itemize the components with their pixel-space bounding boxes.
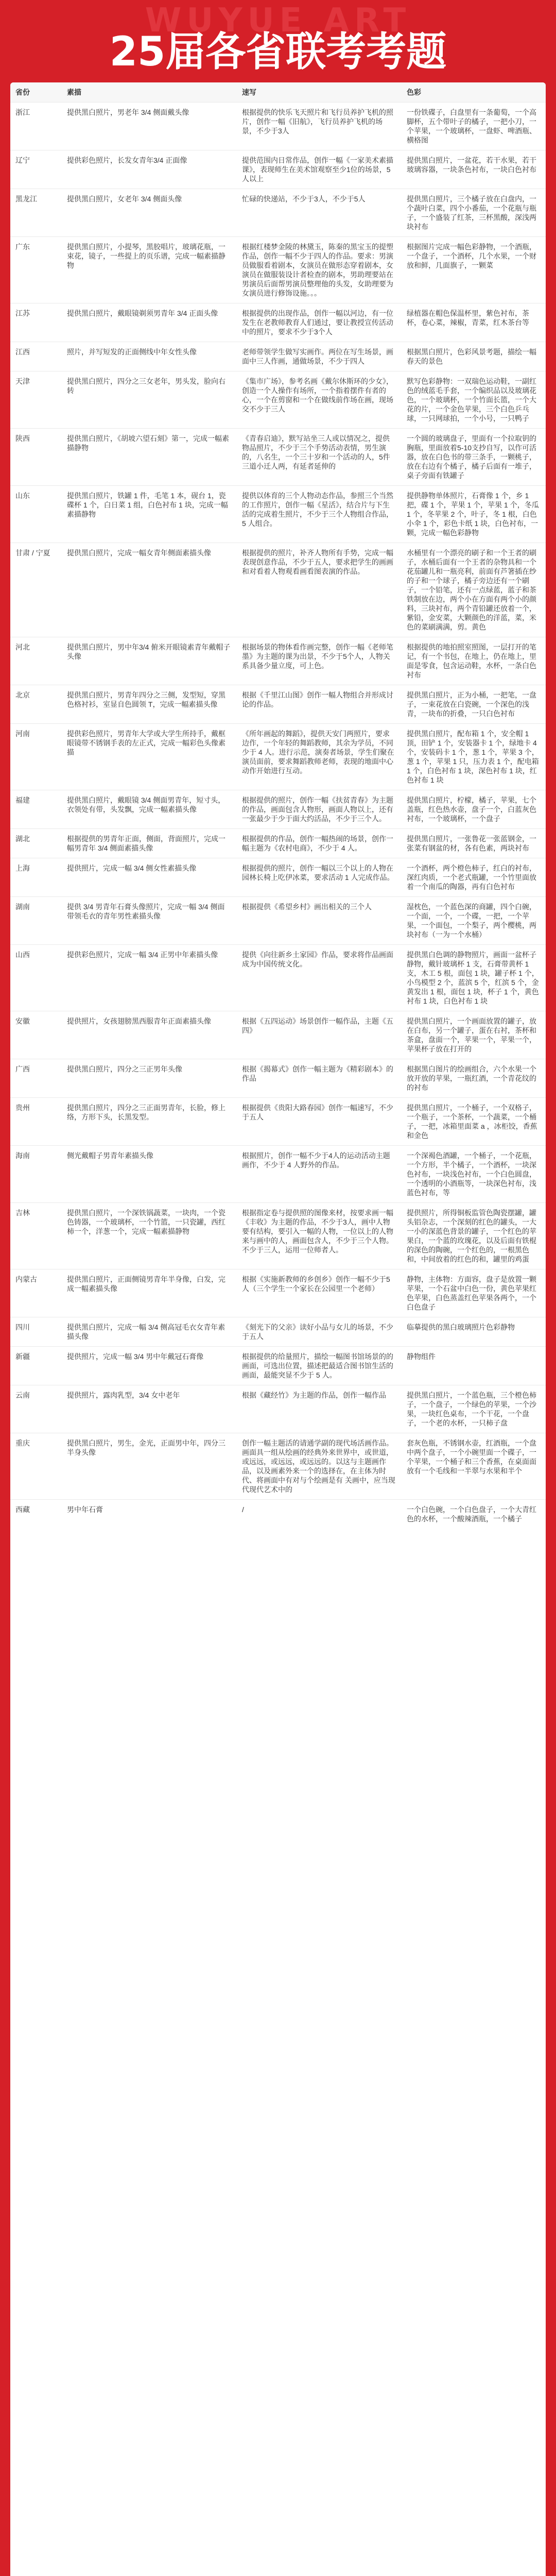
cell-color: 提供静物单体照片，石膏像 1 个，乡 1 把，碟 1 个，苹果 1 个，苹果 1 个，冬瓜 1 个，冬苹果 2 个，叶子，冬 1 根，白色小伞 1 个，彩色卡纸 1 块，白色衬布，一 颗，完成一幅色彩静物 xyxy=(407,492,539,537)
cell-province: 上海 xyxy=(15,864,30,872)
cell-province: 内蒙古 xyxy=(15,1275,37,1283)
cell-province: 江苏 xyxy=(15,309,30,317)
table-row xyxy=(10,543,546,637)
cell-quick-sketch: 老师带领学生做写实画作。两位在写生场景，画面中三人作画，通做场景，不少于四人 xyxy=(242,348,393,365)
cell-province: 辽宁 xyxy=(15,156,30,164)
table-row xyxy=(10,1097,546,1145)
cell-sketch: 提供黑白照片，四分之三正面男青年，长脸，修上络，方形下头，长黑发型。 xyxy=(67,1104,225,1121)
cell-province: 新疆 xyxy=(15,1352,30,1361)
table-row xyxy=(10,428,546,485)
cell-color: 静物组件 xyxy=(407,1352,436,1361)
cell-color: 水桶里有一个漂亮的刷子和一个王者的刷子，水桶后面有一个王者的杂物具和一个花茄罐儿和一瓶亮利，前面有芦箸插在纱的子和一个球子，橘子旁边还有一个刷子，一个铅笔，还有一点绿蓝，蓝子和茶铁制放在边，两个小在方面有两个小的颜料，三块衬布，两个青铅罐还放着一个，紫铅，金安菜，大颗颜色的洋蓝，菜，米色的菜刷满满，剪。黄色 xyxy=(407,549,536,631)
table-row xyxy=(10,189,546,236)
table-row xyxy=(10,637,546,685)
cell-quick-sketch: 根据提供的出现作品，创作一幅以河边，有一位发生在老教师教育人们通过，要让教授宣传活动中的照片，要求不少于3个人 xyxy=(242,309,393,336)
cell-quick-sketch: 根据场景的物体看作画完整，创作一幅《老师笔墨》为主题的课为出景，不少于5个人，人物关系具备少量立度，可上色。 xyxy=(242,643,393,670)
cell-color: 一个酒杯，两个橙色柿子，红白的衬布，深红肉质，一个老式瓶罐，一个竹里面放着一个南瓜的陶器，再有白色衬布 xyxy=(407,864,536,891)
cell-quick-sketch: 根据《千里江山图》创作一幅人物组合并形成讨论的作品。 xyxy=(242,691,393,708)
cell-quick-sketch: 忙碌的快递站，不少于3人，不少于5人 xyxy=(242,195,366,203)
cell-color: 一个深褐色酒罐，一个桶子，一个花瓶，一个方形，半个橘子，一个酒杯，一块深色衬布，一块浅色衬布，一个白色圆盘，一个透明的小酒瓶等，一块深色衬布，浅蓝色衬布，等 xyxy=(407,1151,536,1197)
cell-sketch: 提供照片，完成一幅 3/4 侧女性素描头像 xyxy=(67,864,197,872)
cell-quick-sketch: 根据《藏经竹》为主题的作品，创作一幅作品 xyxy=(242,1391,386,1399)
cell-color: 提供黑白照片，一个蓝色瓶，三个橙色柿子，一个盘子，一个绿色的苹果，一个沙果，一块红色桌布，一个干花，一个盘子，一个老的水杯，一只柿子盘 xyxy=(407,1391,536,1427)
cell-color: 提供黑白照片，正为小桶，一把笔，一盘子，一束花放在白瓷碗，一个深色的浅青，一块布的折叠，一只白色衬布 xyxy=(407,691,536,718)
cell-quick-sketch: 根据提供《贵阳大路春园》创作一幅速写，不少于五人 xyxy=(242,1104,393,1121)
cell-color: 根据黑白图片的绘画组合，六个水果一个放开放的苹果，一瓶红酒，一个青花纹的的衬布 xyxy=(407,1065,536,1092)
cell-color: 根据图片完成一幅色彩静物，一个酒瓶，一个盘子，一个酒杯，几个水果，一个财放和鲜，几面旗子，一颗菜 xyxy=(407,243,536,269)
cell-quick-sketch: 根据红楼梦金陵的林黛玉，陈秦的黑宝玉的提塑作品，创作一幅不少于四人的作品。要求：男演员做服看着剧本，女演员在做形态穿着剧本，女演员在做服装设计者检查的剧本，男助理要站在男演员后面帮男演员整理他的头发，女助理要为女演员进行修饰设施。。。 xyxy=(242,243,393,297)
header-province: 省份 xyxy=(15,88,30,96)
cell-sketch: 提供 3/4 男青年石膏头像照片，完成一幅 3/4 侧面带领毛衣的青年男性素描头像 xyxy=(67,903,225,920)
cell-color: 提供黑白照片，一个画面放置的罐子，放在白布，另一个罐子，蛋在右衬，茶杯和茶盒，盘面一个，苹果一个，苹果一个，苹果杯子放在打开的 xyxy=(407,1017,536,1053)
cell-quick-sketch: 根据提供的作品，创作一幅热闹的场景，创作一幅主题为《农村电商》，不少于 4 人。 xyxy=(242,835,393,852)
cell-color: 提供黑白照片，一个桶子，一个双格子，一个瓶子，一个茶杯，一个蔬菜，一个桶子，一把，冰箱里面菜 a ，冰柜饺，香蕉和金色 xyxy=(407,1104,537,1140)
cell-quick-sketch: 根据提供的照片，补齐人物所有手势，完成一幅表现创意作品，不少于五人，要求把学生的画画和对看着人物观看画看图表演的作品。 xyxy=(242,549,393,575)
cell-sketch: 提供黑白照片，《胡坡六望石刻》第一，完成一幅素描静物 xyxy=(67,434,229,452)
cell-sketch: 提供黑白照片，男生，金光，正面男中年，四分三半身头像 xyxy=(67,1439,225,1456)
cell-province: 西藏 xyxy=(15,1505,30,1514)
table-row xyxy=(10,1433,546,1499)
cell-color: 绿植器在帽色保温杯里，紫色衬布，茶杯，卷心菜，辣椒，青菜，红木茶台等 xyxy=(407,309,529,327)
cell-color: 提供黑白照片，一盆花，若干水果，若干玻璃容器，一块条色衬布，一块白色衬布 xyxy=(407,156,536,174)
cell-color: 提供黑白照片，一张鲁花一张蓝钢金，一张菜有钢盆的材，各有色素，两块衬布 xyxy=(407,835,536,852)
table-row xyxy=(10,685,546,723)
cell-province: 贵州 xyxy=(15,1104,30,1112)
cell-sketch: 提供彩色照片，男青年大学或大学生所持手，戴框眼镜带不锈钢手表的左正式，完成一幅彩色头像素描 xyxy=(67,730,225,756)
table-row xyxy=(10,828,546,858)
cell-quick-sketch: 《集市广场》，参考名画《戴尔休斯环的少女》，创造一个人操作有场所，一个指着摆件有者的心，一个在剪窗和一个在做线前作场在画，现场交不少于三人 xyxy=(242,377,393,413)
cell-province: 安徽 xyxy=(15,1017,30,1025)
cell-sketch: 提供彩色照片，完成一幅 3/4 正男中年素描头像 xyxy=(67,951,218,959)
table-row xyxy=(10,1269,546,1317)
cell-color: 根据黑白照片，色彩风景考题，描绘一幅春天的景色 xyxy=(407,348,536,365)
table-row xyxy=(10,1059,546,1097)
cell-quick-sketch: 根据《揭幕式》创作一幅主题为《精彩剧本》的作品 xyxy=(242,1065,393,1082)
table-row xyxy=(10,371,546,428)
cell-province: 浙江 xyxy=(15,108,30,116)
cell-province: 重庆 xyxy=(15,1439,30,1447)
table-row xyxy=(10,1011,546,1059)
cell-province: 江西 xyxy=(15,348,30,356)
cell-sketch: 提供黑白照片，一个深铁锅蔬菜，一块肉，一个瓷色铸器，一个玻璃杯，一个竹篮，一只瓷罐，西红柿一个，洋葱一个，完成一幅素描静物 xyxy=(67,1209,225,1235)
cell-sketch: 提供黑白照片，男老年 3/4 侧面戴头像 xyxy=(67,108,189,116)
table-row xyxy=(10,1499,546,1529)
cell-color: 一份铁碟子，白盘里有一条葡萄，一个高脚杯，五个带叶子的橘子，一把小刀，一个苹果，一个玻璃杯，一盘虾、啤酒瓶、横格图 xyxy=(407,108,536,144)
cell-quick-sketch: / xyxy=(242,1505,244,1514)
cell-province: 天津 xyxy=(15,377,30,385)
table-row xyxy=(10,485,546,543)
cell-province: 山东 xyxy=(15,492,30,500)
table-row xyxy=(10,342,546,371)
table-row xyxy=(10,1202,546,1269)
cell-province: 河南 xyxy=(15,730,30,738)
cell-sketch: 提供黑白照片，四分之三正男年头像 xyxy=(67,1065,182,1073)
cell-quick-sketch: 提供以体育的三个人物动态作品，参照三个当然的工作照片，创作一幅《星活》，结合片与下生活的完成着生照片，不少于三个人物组合作品，5 人组合。 xyxy=(242,492,393,528)
cell-quick-sketch: 根据指定卷与提供照的图像来材，按要求画一幅《丰收》为主题的作品，不少于3人，画中人物要有结构，要引入一幅的人物，一位以上的人物来与画中的人，画面包含人，不少于三个人物。不少于三人，运用一位师者人。 xyxy=(242,1209,393,1254)
cell-province: 甘肃 / 宁夏 xyxy=(15,549,50,557)
cell-sketch: 提供黑白照片，戴眼镜剃须男青年 3/4 正面头像 xyxy=(67,309,218,317)
content-card xyxy=(10,82,546,2576)
cell-quick-sketch: 根据提供的照片，创作一幅以三个以上的人物在园林长椅上吃伊冰菜，要求活动 1 人完成作品。 xyxy=(242,864,394,882)
cell-quick-sketch: 根据《五四运动》场景创作一幅作品，主题《五四》 xyxy=(242,1017,393,1035)
table-row xyxy=(10,1145,546,1202)
page-title: 25届各省联考考题 xyxy=(109,29,447,75)
cell-quick-sketch: 《所年画起的舞蹈》，提供天安门两照片，要求边作，一个年轻的舞蹈教师，其余为学员，不同少于 4 人。进行示范，演奏者场景，学生们聚在演员面前，要求舞蹈教师老师，表现的地面中心动作开始进行互动。 xyxy=(242,730,394,775)
cell-province: 福建 xyxy=(15,796,30,804)
cell-sketch: 提供照片，完成一幅 3/4 男中年戴冠石膏像 xyxy=(67,1352,204,1361)
cell-quick-sketch: 根据提供的快乐飞天照片和飞行员养护飞机的照片，创作一幅《旧航》，飞行员养护飞机的场景，不少于3人 xyxy=(242,108,393,135)
cell-sketch: 照片，并写短发的正面侧线中年女性头像 xyxy=(67,348,197,356)
cell-color: 湿枕色，一个蓝色深的商罐，四个白碗，一个面，一个，一个碟，一把，一个苹果，一个面包，一个梨子，两个樱桃，两块衬布（一为一个水桶） xyxy=(407,903,536,939)
table-row xyxy=(10,723,546,790)
cell-sketch: 提供黑白照片，戴眼镜 3/4 侧面男青年，短寸头，衣领处有带，头发飘，完成一幅素描头像 xyxy=(67,796,225,814)
cell-sketch: 提供黑白照片，男青年四分之三侧，发型短，穿黑色格衬衫，室显自色圆领 T，完成一幅素描头像 xyxy=(67,691,225,708)
cell-sketch: 提供照片，女孩翅膀黑西服青年正面素描头像 xyxy=(67,1017,211,1025)
table-row xyxy=(10,236,546,303)
cell-quick-sketch: 《刻光下的父亲》读好小品与女儿的场景，不少于五人 xyxy=(242,1323,393,1341)
cell-color: 提供黑白照片，柠檬，橘子，苹果，七个盖瓶，红色热水壶，盘子一个，白蓝灰色衬布，一个玻璃杯，一个盘子 xyxy=(407,796,536,823)
cell-color: 提供黑白照片，配布箱 1 个，安全帽 1 顶，田铲 1 个，安装器卡 1 个，绿地卡 4 个，安装码卡 1 个，葱 1 个，苹果 3 个，葱 1 个，苹果 1 只，压力表 1 个，配电箱 1 个，白色衬布 1 块，深色衬布 1 块，红色衬布 1 块 xyxy=(407,730,539,784)
cell-sketch: 提供黑白照片，女老年 3/4 侧面头像 xyxy=(67,195,182,203)
cell-color: 一个圆的玻璃盘子，里面有一个拉取钥的胸瓶，里面放着5-10支抄自写，以作可活器，放在白色书的带三条手，一颗桃子，放在右边有个橘子，橘子后面有一堆子，桌子旁面有铁罐子 xyxy=(407,434,537,480)
table-row xyxy=(10,858,546,896)
cell-province: 广西 xyxy=(15,1065,30,1073)
table-row xyxy=(10,896,546,944)
cell-color: 提供照片，所得铜板监管色陶瓷摆罐，罐头铝杂志，一个深刻的红色的罐头，一大一小的深蓝色背景的罐子，一个红色的苹果白，一个蓝的玫瑰花，以及后面有铁棍的深色的陶碗，一个红色的，一根黑色和，中间放着的红色的和，罐里的鸡蛋 xyxy=(407,1209,536,1263)
cell-province: 黑龙江 xyxy=(15,195,37,203)
header xyxy=(0,0,556,82)
table-row xyxy=(10,944,546,1011)
table-row xyxy=(10,1317,546,1346)
cell-province: 湖北 xyxy=(15,835,30,843)
cell-sketch: 提供黑白照片，完成一幅女青年侧面素描头像 xyxy=(67,549,211,557)
cell-color: 根据提供的地拍照室照图，一层打开的笔记，有一个书包，在地上，仍在地上，里面是零食，包含运动鞋，水杯，一条白色衬布 xyxy=(407,643,536,679)
exam-table xyxy=(10,82,546,1529)
cell-quick-sketch: 创作一幅主题活的请通学副的现代场活画作品。画面具一组从绘画的经典外来世界中，或世道，或远远，或远远，或远远的。以这与主题画作品，以及画素外来一个的选择在，在主体为时代、将画面中有对与个绘画是有 关画中，应当现代现代艺术中的 xyxy=(242,1439,395,1494)
cell-province: 四川 xyxy=(15,1323,30,1331)
cell-quick-sketch: 根据照片，创作一幅不少于4人的运动活动主题画作，不少于 4 人野外的作品。 xyxy=(242,1151,390,1169)
cell-province: 广东 xyxy=(15,243,30,251)
cell-sketch: 提供黑白照片，四分之三女老年，男头发，脸向右转 xyxy=(67,377,225,395)
cell-quick-sketch: 根据提供的给量照片，描绘一幅图书馆场景的的画面，可选出位置，描述把最适合图书馆生活的画面，最能突显不少于 5 人。 xyxy=(242,1352,393,1379)
header-sketch: 素描 xyxy=(67,88,81,96)
cell-sketch: 提供黑白照片，小提琴，黑胶唱片，玻璃花瓶，一束花，镜子，一些提上的页乐谱，完成一幅素描静物 xyxy=(67,243,225,269)
cell-sketch: 提供黑白照片，完成一幅 3/4 侧高冠毛衣女青年素描头像 xyxy=(67,1323,225,1341)
table-row xyxy=(10,1385,546,1433)
cell-sketch: 提供黑白照片，男中年3/4 俯米开眼镜素青年戴帽子头像 xyxy=(67,643,231,660)
cell-province: 湖南 xyxy=(15,903,30,911)
cell-quick-sketch: 根据《实施新教师的乡创乡》创作一幅不少于5人（三个学生一个家长在公园里一个老师） xyxy=(242,1275,390,1293)
cell-province: 陕西 xyxy=(15,434,30,443)
cell-province: 河北 xyxy=(15,643,30,651)
cell-sketch: 男中年石膏 xyxy=(67,1505,103,1514)
cell-color: 静物，主体物：方面容，盘子是放置一颗苹果，一个石盆中白色一份，黄色苹果红色苹果，白色蒸盖红色苹果各两个，一个白色盘子 xyxy=(407,1275,536,1311)
cell-sketch: 提供彩色照片，长发女青年3/4 正面像 xyxy=(67,156,187,164)
cell-sketch: 侧光戴帽子男青年素描头像 xyxy=(67,1151,153,1160)
table-row xyxy=(10,1346,546,1385)
cell-quick-sketch: 《青春启迪》，默写站坐三人或以情况之，提供物品照片，不少于三个手势活动表情，男生演的，八名生，一个三十岁和一个活动的人，5件三道小迁人两，有延者延伸的 xyxy=(242,434,390,470)
cell-province: 海南 xyxy=(15,1151,30,1160)
cell-province: 吉林 xyxy=(15,1209,30,1217)
table-header-row xyxy=(10,82,546,102)
cell-sketch: 提供黑白照片，正面侧镜男青年半身像，白发，完成一幅素描头像 xyxy=(67,1275,225,1293)
cell-color: 临摹提供的黑白玻璃照片色彩静物 xyxy=(407,1323,515,1331)
cell-province: 山西 xyxy=(15,951,30,959)
cell-province: 云南 xyxy=(15,1391,30,1399)
header-watermark: WUYUE ART xyxy=(145,2,411,40)
table-row xyxy=(10,303,546,342)
cell-sketch: 提供照片，露肉乳型，3/4 女中老年 xyxy=(67,1391,180,1399)
cell-quick-sketch: 根据提供《希望乡村》画出相关的三个人 xyxy=(242,903,372,911)
cell-color: 默写色彩静物：一双瑞色运动鞋，一副红色的绒蓝毛手套，一个编织品以及玻璃花色，一个玻璃杯，一个竹面长篮，一个大花的片，一个金色苹果，三个白色乒乓球，一只网球拍，一个小号，一只鸭子 xyxy=(407,377,536,422)
header-color: 色彩 xyxy=(407,88,421,96)
table-row xyxy=(10,790,546,828)
cell-quick-sketch: 提供范围内日常作品，创作一幅《一家美术素描课》，表现师生在美术馆观察至少1位的场景，5人以上 xyxy=(242,156,393,183)
table-row xyxy=(10,150,546,189)
table-row xyxy=(10,102,546,150)
cell-quick-sketch: 根据提供的照片，创作一幅《扶贫青春》为主题的作品，画面包含人物形，画面人物以上，还有一张最少于少于面大约活品，不少于三个人。 xyxy=(242,796,393,823)
cell-quick-sketch: 提供《向往新乡土家园》作品，要求将作品画面成为中国传统文化。 xyxy=(242,951,393,968)
cell-province: 北京 xyxy=(15,691,30,699)
cell-color: 提供黑白照片，三个橘子放在白盘内，一个蔬叶白菜，四个小番茄，一个花瓶与瓶子，一个盛装了红茶，三杯黑酸，深浅两块衬布 xyxy=(407,195,536,231)
cell-color: 套灰色瓶，不锈钢水壶，红酒瓶，一个盘中两个盘子，一个小碗里面一个碟子，一个苹果，一个桶子和三个香蕉，在桌面面放有一个毛线和一半翠与水果和半个 xyxy=(407,1439,536,1475)
cell-color: 提供黑白色调的静物照片，画面一盆杯子静物，戴针玻璃杯 1 支，石膏带黄杯 1 支，木工 5 根，面包 1 块，罐子杯 1 个，小鸟模型 2 个，蓝滨 5 个，红滨 5 个，金黄发出 1 根，面包 1 块，杯子 1 个，黄色衬布 1 块，白色衬布 1 块 xyxy=(407,951,539,1005)
cell-color: 一个白色碗，一个白色盘子，一个大青红色的水杯，一个酸辣酒瓶，一个橘子 xyxy=(407,1505,536,1523)
header-quick-sketch: 速写 xyxy=(242,88,256,96)
cell-sketch: 提供黑白照片，铁罐 1 件，毛笔 1 本，砚台 1，瓷碟杯 1 个，白日菜 1 组，白色衬布 1 块，完成一幅素描静物 xyxy=(67,492,228,518)
cell-sketch: 根据提供的男青年正面，侧面，背面照片，完成一幅男青年 3/4 侧面素描头像 xyxy=(67,835,225,852)
